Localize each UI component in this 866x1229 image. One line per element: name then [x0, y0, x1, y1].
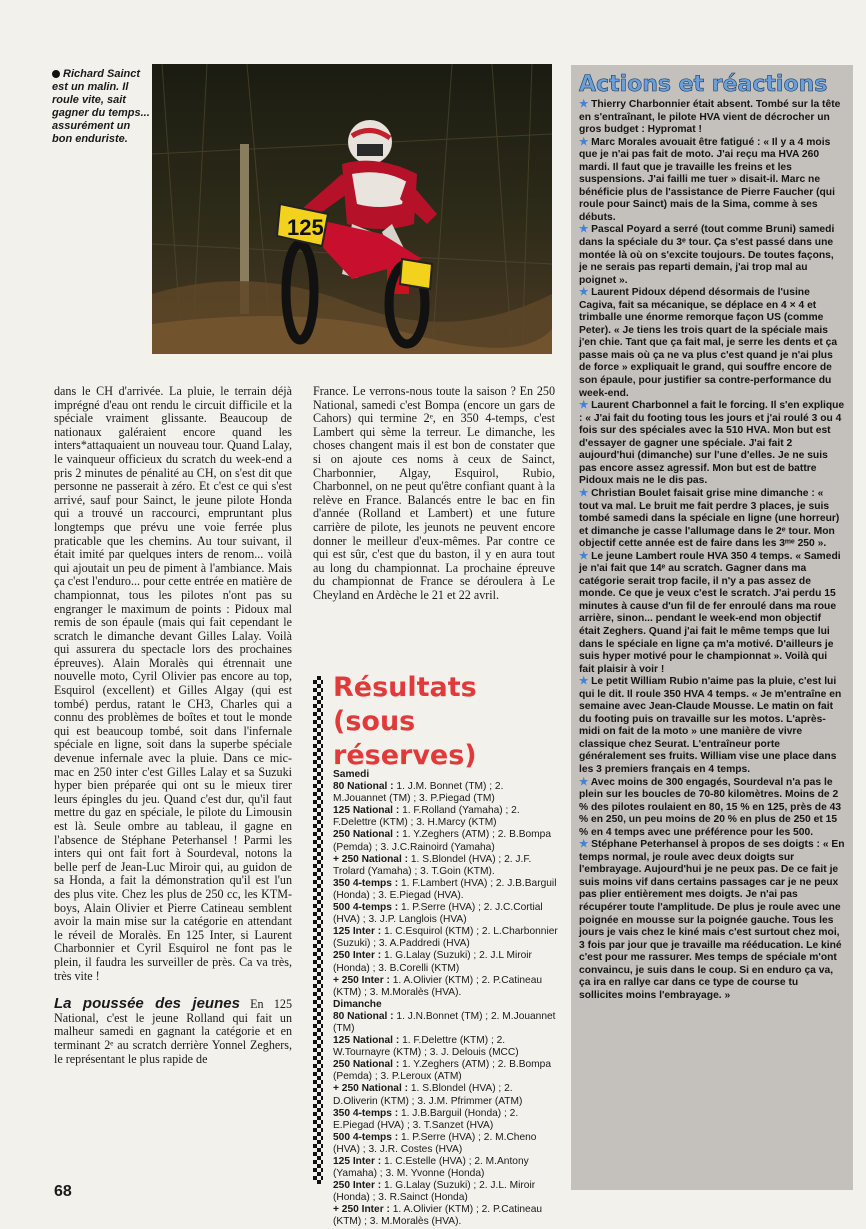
result-text: 1. J.N.Bonnet (TM) ; 2. M.Jouannet (TM)	[333, 1010, 556, 1034]
results-day-heading: Samedi	[333, 769, 370, 780]
result-text: 1. F.Delettre (KTM) ; 2. W.Tournayre (KTM) ; 3. J. Delouis (MCC)	[333, 1035, 519, 1059]
article-column-1	[54, 385, 292, 1066]
result-category: 250 Inter :	[333, 1180, 382, 1192]
sidebar-item	[579, 224, 845, 287]
sidebar-item	[579, 777, 845, 840]
result-line	[333, 805, 558, 829]
actions-reactions-sidebar	[571, 65, 853, 1190]
sidebar-item-text: Marc Morales avouait être fatigué : « Il y a 4 mois que je n'ai pas fait de moto. J'ai reçu ma HVA 260 mardi. Il faut que je travaille les freins et les suspensions. J'ai failli me tuer » disait-il. Marc ne bénéficie plus de l'assistance de Pierre Faucher (qui roule pour Sainct) mais de la Sima, comme à ses débuts.	[579, 136, 835, 223]
result-category: 125 National :	[333, 1035, 400, 1047]
photo-caption-text: Richard Sainct est un malin. Il roule vite, sait gagner du temps... assurément un bon enduriste.	[52, 68, 150, 145]
result-line	[333, 902, 558, 926]
result-line	[333, 1035, 558, 1059]
result-text: 1. Y.Zeghers (ATM) ; 2. B.Bompa (Pemda) ; 3. J.C.Rainoird (Yamaha)	[333, 829, 551, 853]
result-text: 1. P.Serre (HVA) ; 2. J.C.Cortial (HVA) ; 3. J.P. Langlois (HVA)	[333, 902, 543, 926]
sidebar-title: Actions et réactions	[579, 72, 828, 97]
result-text: 1. Y.Zeghers (ATM) ; 2. B.Bompa (Pemda) ; 3. P.Leroux (ATM)	[333, 1059, 551, 1083]
result-text: 1. A.Olivier (KTM) ; 2. P.Catineau (KTM) ; 3. M.Moralès (HVA).	[333, 974, 543, 998]
photo-caption	[52, 68, 150, 146]
sidebar-item-text: Le petit William Rubio n'aime pas la pluie, c'est lui qui le dit. Il roule 350 HVA 4 temps. « Je m'entraîne en semaine avec Jean-Claude Mousse. Le matin on fait du footing puis on travaille sur les motos. L'après-midi on fait de la moto » une manière de vivre classique chez Seurat. L'entraîneur porte généralement ses fruits. William vise une place dans les 3 premiers français en 4 temps.	[579, 676, 842, 775]
star-icon: ★	[579, 224, 592, 236]
sidebar-item	[579, 551, 845, 676]
result-line	[333, 854, 558, 878]
sidebar-item-text: Laurent Charbonnel a fait le forcing. Il s'en explique : « J'ai fait du footing tous les jours et j'ai roulé 3 ou 4 fois sur des spéciales avec la 510 HVA. Mon but est d'essayer de gagner une spéciale. J'ai fait 2 aujourd'hui (dimanche) sur l'une d'elles. Je ne suis pas encore assez agressif. Mon but est de battre Pidoux mais ne le dis pas.	[579, 400, 845, 487]
result-text: 1. S.Blondel (HVA) ; 2. J.F. Trolard (Yamaha) ; 3. T.Goin (KTM).	[333, 853, 532, 877]
article-paragraph: France. Le verrons-nous toute la saison ? En 250 National, samedi c'est Bompa (encore un gars de Cahors) qui termine 2ᵉ, en 350 4-temps, c'est Lambert qui sème la terreur. Le dimanche, les choses changent mais il est bon de constater que si on ajoute ces noms à ceux de Sainct, Charbonnier, Algay, Esquirol, Rubio, Charbonnel, on ne peut qu'être confiant quant à la relève en France. Balancés entre le bac en fin d'année (Rolland et Lambert) et une future carrière de pilote, les jeunots ne peuvent encore donner le meilleur d'eux-mêmes. Par contre ce qui est sûr, c'est que du baston, il y en aura tout au long du championnat. La prochaine épreuve du championnat de France se déroulera à Le Cheyland en Ardèche le 21 et 22 avril.	[313, 384, 555, 602]
star-icon: ★	[579, 400, 592, 412]
result-text: 1. G.Lalay (Suzuki) ; 2. J.L. Miroir (Honda) ; 3. R.Sainct (Honda)	[333, 1180, 536, 1204]
result-category: 250 Inter :	[333, 950, 382, 962]
result-text: 1. C.Esquirol (KTM) ; 2. L.Charbonnier (Suzuki) ; 3. A.Paddredi (HVA)	[333, 926, 558, 950]
result-text: 1. F.Lambert (HVA) ; 2. J.B.Barguil (Honda) ; 3. E.Piegad (HVA).	[333, 877, 557, 901]
result-line	[333, 1204, 558, 1228]
star-icon: ★	[579, 487, 592, 499]
result-category: + 250 National :	[333, 853, 409, 865]
result-line	[333, 878, 558, 902]
sidebar-item-text: Pascal Poyard a serré (tout comme Bruni) samedi dans la spéciale du 3ᵉ tour. Ça s'est passé dans une montée là où on s'excite toujours. De toutes façons, je ne serais pas reparti demain, j'ai trop mal au poignet ».	[579, 224, 835, 286]
result-text: 1. J.M. Bonnet (TM) ; 2. M.Jouannet (TM) ; 3. P.Piegad (TM)	[333, 781, 504, 805]
result-category: 80 National :	[333, 1010, 394, 1022]
sidebar-item-text: Thierry Charbonnier était absent. Tombé sur la tête en s'entraînant, le pilote HVA vient de décrocher un gros budget : Hypromat !	[579, 99, 841, 136]
result-line	[333, 1132, 558, 1156]
plate-number: 125	[287, 215, 324, 240]
sidebar-item	[579, 137, 845, 225]
sidebar-item	[579, 287, 845, 400]
star-icon: ★	[579, 550, 592, 562]
article-paragraph: dans le CH d'arrivée. La pluie, le terrain déjà imprégné d'eau ont rendu le circuit difficile et la spéciale vraiment glissante. Beaucoup de nationaux galéraient encore quand les inters*attaquaient un nouveau tour. Quand Lalay, le vainqueur officieux du scratch du week-end a pris 2 minutes de pénalité au CH, on s'est dit que personne ne passerait à zéro. Et c'est ce qui s'est arrivé, sauf pour Sainct, le jeune pilote Honda qui a trouvé un raccourci, empruntant plus longtemps que prévu une voie ferrée plus praticable que les chemins. Au tour suivant, il était imité par quelques inters de renom... voilà qui ajoutait un peu de piment à l'ambiance. Mais ça c'est l'enduro... pour cette entrée en matière de championnat, tous les pilotes n'ont pas su engranger le maximum de points : Pidoux mal remis de son épaule (mais qui fait cependant le scratch le dimanche devant Gilles Lalay. Voilà qui assurera du spectacle lors des prochaines épreuves). Alain Moralès qui étrennait une nouvelle moto, Cyril Olivier pas encore au top, Esquirol (excellent) et Gilles Algay (qui est tombé) perdus, ratant le CH3, Charles qui a connu des problèmes de boîtes et tout le monde qui est beaucoup tombé, soit dans l'infernale spéciale en ligne, soit dans la superbe spéciale devenue infernale avec la pluie. Dans ce mic-mac en 250 inter c'est Gilles Lalay et sa Suzuki hyper bien préparée qui ont su le mieux tirer leurs épingles du jeu. Quand c'est dur, qu'il faut mettre du gaz en spéciale, le pilote du Limousin est là. Seule ombre au tableau, il gagne en l'absence de Stéphane Peterhansel ! Parmi les inters qui ont fait fort à Sourdeval, notons la belle perf de Jean-Luc Miroir qui, au guidon de sa Honda, a fait la démonstration qu'il est l'un des plus vite. Chez les plus de 250 cc, les KTM-boys, Alain Olivier et Pierre Catineau semblent avoir la main mise sur la catégorie en attendant le réveil de Moralès. En 125 Inter, si Laurent Charbonnier et Cyril Esquirol ne font pas le plein, il faudra les surveiller de près. Ca va très, très vite !	[54, 384, 292, 983]
results-title: Résultats (sous réserves)	[333, 672, 477, 771]
result-text: 1. P.Serre (HVA) ; 2. M.Cheno (HVA) ; 3. J.R. Costes (HVA)	[333, 1131, 537, 1155]
result-line	[333, 829, 558, 853]
result-category: 125 Inter :	[333, 926, 382, 938]
result-line	[333, 975, 558, 999]
result-category: 250 National :	[333, 829, 400, 841]
checkered-flag-stripe	[313, 676, 323, 1184]
article-paragraph: En 125 National, c'est le jeune Rolland qui fait un malheur samedi en gagnant la catégorie et en terminant 2ᵉ au scratch derrière Yonnel Zeghers, le représentant le plus rapide de	[54, 997, 292, 1066]
sidebar-item	[579, 488, 845, 551]
result-line	[333, 926, 558, 950]
results-day-heading: Dimanche	[333, 998, 382, 1010]
star-icon: ★	[579, 99, 592, 110]
result-category: 80 National :	[333, 781, 394, 793]
star-icon: ★	[579, 776, 591, 788]
bullet-dot-icon	[52, 70, 60, 78]
result-category: 500 4-temps :	[333, 1131, 399, 1143]
sidebar-body	[579, 99, 845, 1002]
sidebar-item	[579, 99, 845, 137]
result-text: 1. C.Estelle (HVA) ; 2. M.Antony (Yamaha) ; 3. M. Yvonne (Honda)	[333, 1156, 529, 1180]
page-number: 68	[54, 1183, 72, 1200]
sidebar-item	[579, 676, 845, 776]
result-line	[333, 1059, 558, 1083]
article-column-2	[313, 385, 555, 603]
result-category: 350 4-temps :	[333, 877, 399, 889]
result-line	[333, 1011, 558, 1035]
result-category: 350 4-temps :	[333, 1107, 399, 1119]
result-category: + 250 Inter :	[333, 1204, 390, 1216]
results-list	[333, 769, 558, 1229]
result-category: + 250 Inter :	[333, 974, 390, 986]
result-line	[333, 1108, 558, 1132]
sidebar-item-text: Christian Boulet faisait grise mine dimanche : « tout va mal. Le bruit me fait perdre 3 places, je suis tombé samedi dans la spéciale en ligne (une horreur) et dimanche je casse l'allumage dans le 2ᵉ tour. Mon objectif cette année est de faire dans les 3ᵐᵉ 250 ».	[579, 487, 840, 550]
result-category: 125 Inter :	[333, 1156, 382, 1167]
sidebar-item	[579, 400, 845, 488]
star-icon: ★	[579, 839, 592, 851]
sidebar-item	[579, 839, 845, 1002]
star-icon: ★	[579, 287, 592, 299]
section-heading: La poussée des jeunes	[54, 995, 240, 1013]
sidebar-item-text: Avec moins de 300 engagés, Sourdeval n'a pas le plein sur les boucles de 70-80 kilomètres. Moins de 2 % des pilotes roulaient en 80, 15 % en 125, près de 43 % en 250, un peu moins de 20 % en plus de 250 et 15 % en 4 temps avec une préférence pour les 500.	[579, 776, 842, 838]
star-icon: ★	[579, 676, 592, 688]
result-text: 1. S.Blondel (HVA) ; 2. D.Oliverin (KTM) ; 3. J.M. Pfrimmer (ATM)	[333, 1083, 523, 1107]
rider-photo	[152, 64, 552, 354]
result-line	[333, 781, 558, 805]
result-category: 250 National :	[333, 1059, 400, 1071]
result-category: 125 National :	[333, 805, 400, 817]
sidebar-item-text: Laurent Pidoux dépend désormais de l'usine Cagiva, fait sa mécanique, se déplace en 4 × 4 et trimballe une énorme remorque façon US (comme Peter). « Je tiens les trois quart de la spéciale mais j'en chie. Tant que ça fait mal, je serre les dents et ça passe mais où ça ne va plus c'est quand je n'ai plus de force » expliquait le grand, qui souffre encore de son épaule, pour justifier sa contre-performance du week-end.	[579, 287, 838, 399]
star-icon: ★	[579, 136, 592, 148]
sidebar-item-text: Stéphane Peterhansel à propos de ses doigts : « En temps normal, je roule avec deux doigts sur l'embrayage. Aujourd'hui je ne peux pas. De ce fait je suis moins vif dans certains passages car je ne peux pas plier entièrement mes doigts. Je n'ai pas récupérer toute l'amplitude. De plus je roule avec une poignée en mousse sur la poignée gauche. Tous les jours je vais chez le kiné mais c'est surtout chez moi, 3 fois par jour que je travaille ma rééducation. Le kiné c'est pour me rassurer. Mes temps de spéciale m'ont convaincu, je suis dans le coup. Si en enduro ça va, ça ira en rallye car dans ce type de course tu sollicites moins l'embrayage. »	[579, 839, 845, 1001]
result-line	[333, 950, 558, 974]
result-line	[333, 1180, 558, 1204]
result-category: + 250 National :	[333, 1083, 409, 1095]
result-text: 1. F.Rolland (Yamaha) ; 2. F.Delettre (KTM) ; 3. H.Marcy (KTM)	[333, 805, 520, 829]
result-text: 1. G.Lalay (Suzuki) ; 2. J.L Miroir (Honda) ; 3. B.Corelli (KTM)	[333, 950, 532, 974]
result-line	[333, 1156, 558, 1180]
result-line	[333, 1083, 558, 1107]
result-text: 1. J.B.Barguil (Honda) ; 2. E.Piegad (HVA) ; 3. T.Sanzet (HVA)	[333, 1107, 519, 1131]
result-category: 500 4-temps :	[333, 902, 399, 914]
sidebar-item-text: Le jeune Lambert roule HVA 350 4 temps. « Samedi je n'ai fait que 14ᵉ au scratch. Gagner dans ma catégorie serait trop facile, il n'y a pas assez de monde. Ce que je veux c'est le scratch. J'ai perdu 15 minutes à cause d'un fil de fer enroulé dans ma roue arrière, sinon... pendant le week-end mon objectif était Zeghers. Quand j'ai fait le même temps que lui dans le spéciale en ligne ça m'a motivé. D'ailleurs je suis hyper motivé pour le championnat ». Voilà qui fait plaisir à voir !	[579, 550, 841, 675]
result-text: 1. A.Olivier (KTM) ; 2. P.Catineau (KTM) ; 3. M.Moralès (HVA).	[333, 1204, 543, 1228]
